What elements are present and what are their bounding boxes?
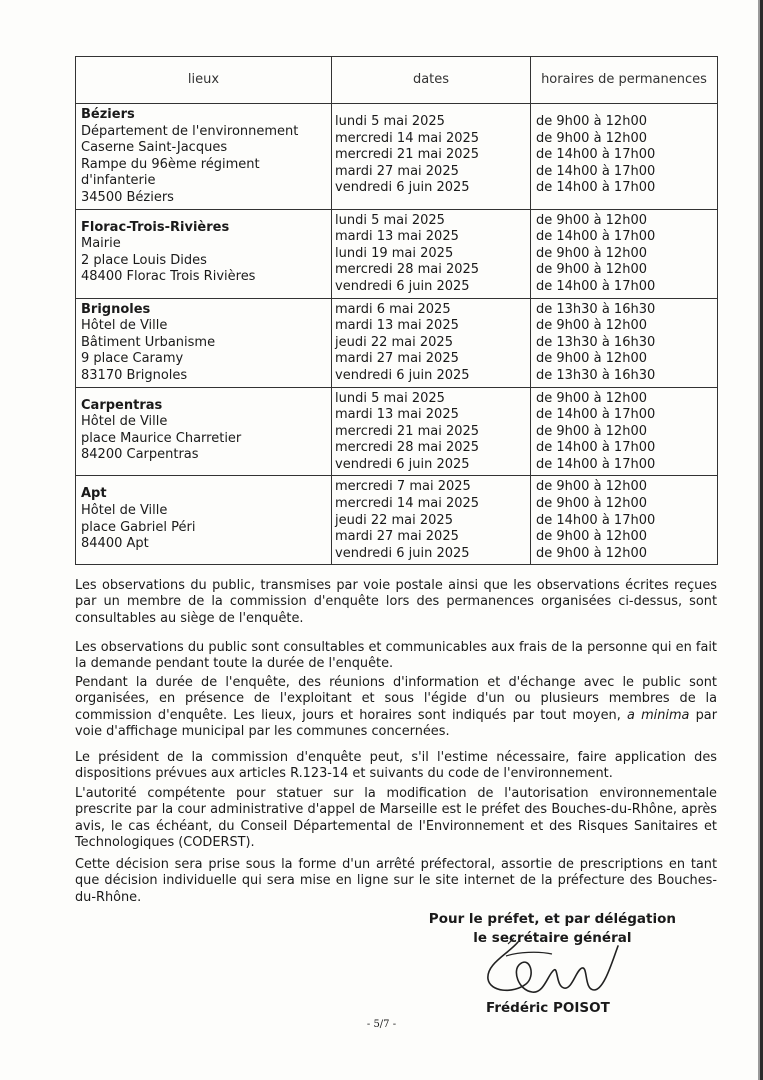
date-line: lundi 5 mai 2025	[335, 114, 445, 129]
address-line: Hôtel de Ville	[81, 318, 168, 334]
paragraph-decision: Cette décision sera prise sous la forme d'un arrêté préfectoral, assortie de prescriptions en tant que décision individuelle qui sera mise en ligne sur le site internet de la préfecture des Bouches-du-Rhône.	[75, 857, 717, 905]
table-header-row	[76, 57, 718, 104]
paragraph-reunions-end: par voie d'affichage municipal par les communes concernées.	[75, 707, 718, 739]
address-line: 83170 Brignoles	[81, 367, 188, 383]
paragraph-president: Le président de la commission d'enquête peut, s'il l'estime nécessaire, faire application des dispositions prévues aux articles R.123-14 et suivants du code de l'environnement.	[75, 750, 717, 782]
date-line: lundi 19 mai 2025	[335, 245, 454, 261]
lieu-cell	[76, 387, 332, 476]
lieu-cell	[76, 104, 332, 210]
address-line: place Gabriel Péri	[81, 519, 196, 535]
hours-line: de 9h00 à 12h00	[536, 318, 647, 334]
address-line: 84400 Apt	[81, 536, 149, 552]
address-line: place Maurice Charretier	[81, 430, 242, 446]
date-line: lundi 5 mai 2025	[335, 212, 445, 228]
hours-line: de 9h00 à 12h00	[536, 212, 647, 228]
lieu-cell	[76, 209, 332, 298]
address-line: Caserne Saint-Jacques	[81, 140, 228, 156]
header-lieux: lieux	[76, 57, 332, 104]
hours-cell	[531, 476, 718, 565]
hours-line: de 14h00 à 17h00	[536, 440, 656, 456]
date-line: mardi 13 mai 2025	[335, 407, 459, 423]
permanences-table	[75, 56, 718, 565]
table-row	[76, 209, 718, 298]
hours-line: de 14h00 à 17h00	[536, 407, 656, 423]
hours-line: de 9h00 à 12h00	[536, 351, 647, 367]
hours-cell	[531, 104, 718, 210]
date-line: mardi 6 mai 2025	[335, 301, 451, 317]
dates-cell	[332, 476, 531, 565]
date-line: mardi 13 mai 2025	[335, 229, 459, 245]
hours-line: de 14h00 à 17h00	[536, 180, 656, 196]
hours-line: de 13h30 à 16h30	[536, 367, 656, 383]
paragraph-reunions-text: Pendant la durée de l'enquête, des réunions d'information et d'échange avec le public sont organisées, en présence de l'exploitant et sous l'égide d'un ou plusieurs membres de la commission d'enquête. Les lieux, jours et horaires sont indiqués par tout moyen,	[75, 675, 717, 723]
date-line: mercredi 21 mai 2025	[335, 423, 480, 439]
dates-cell	[332, 209, 531, 298]
hours-line: de 9h00 à 12h00	[536, 262, 647, 278]
date-line: jeudi 22 mai 2025	[335, 512, 453, 528]
address-line: 84200 Carpentras	[81, 447, 199, 463]
date-line: vendredi 6 juin 2025	[335, 278, 470, 294]
hours-cell	[531, 298, 718, 387]
date-line: mercredi 28 mai 2025	[335, 262, 480, 278]
date-line: mardi 13 mai 2025	[335, 318, 459, 334]
paragraph-observations-consultables: Les observations du public, transmises par voie postale ainsi que les observations écrites reçues par un membre de la commission d'enquête lors des permanences organisées ci-dessus, sont consultables au siège de l'enquête.	[75, 578, 717, 626]
city-name: Florac-Trois-Rivières	[81, 219, 230, 235]
hours-cell	[531, 209, 718, 298]
hours-line: de 9h00 à 12h00	[536, 390, 647, 406]
date-line: mardi 27 mai 2025	[335, 163, 459, 179]
page-number: - 5/7 -	[366, 1019, 397, 1030]
address-line: 34500 Béziers	[81, 189, 174, 205]
hours-line: de 9h00 à 12h00	[536, 245, 647, 261]
hours-line: de 13h30 à 16h30	[536, 334, 656, 350]
date-line: mercredi 7 mai 2025	[335, 479, 471, 495]
hours-line: de 14h00 à 17h00	[536, 512, 656, 528]
signatory-name: Frédéric POISOT	[486, 1000, 610, 1016]
paragraph-reunions	[75, 675, 717, 740]
paragraph-reunions-italic: a minima	[627, 707, 690, 723]
table-row	[76, 387, 718, 476]
address-line: Bâtiment Urbanisme	[81, 334, 216, 350]
paragraph-autorite: L'autorité compétente pour statuer sur la modification de l'autorisation environnementale prescrite par la cour administrative d'appel de Marseille est le préfet des Bouches-du-Rhône, après avis, le cas échéant, du Conseil Départemental de l'Environnement et des Risques Sanitaires et Technologiques (CODERST).	[75, 786, 717, 850]
lieu-cell	[76, 298, 332, 387]
address-line: Rampe du 96ème régiment	[81, 156, 260, 172]
hours-line: de 14h00 à 17h00	[536, 278, 656, 294]
address-line: d'infanterie	[81, 173, 156, 189]
hours-line: de 14h00 à 17h00	[536, 229, 656, 245]
dates-cell	[332, 104, 531, 210]
hours-line: de 14h00 à 17h00	[536, 163, 656, 179]
table-row	[76, 298, 718, 387]
city-name: Béziers	[81, 107, 135, 122]
city-name: Carpentras	[81, 397, 163, 413]
date-line: jeudi 22 mai 2025	[335, 334, 453, 350]
table-row	[76, 476, 718, 565]
address-line: 2 place Louis Dides	[81, 252, 207, 268]
hours-line: de 14h00 à 17h00	[536, 456, 656, 472]
date-line: mardi 27 mai 2025	[335, 351, 459, 367]
handwritten-signature	[478, 934, 648, 1004]
date-line: mercredi 21 mai 2025	[335, 147, 480, 163]
lieu-cell	[76, 476, 332, 565]
date-line: lundi 5 mai 2025	[335, 390, 445, 406]
date-line: mercredi 28 mai 2025	[335, 440, 480, 456]
table-row	[76, 104, 718, 210]
date-line: vendredi 6 juin 2025	[335, 367, 470, 383]
date-line: vendredi 6 juin 2025	[335, 180, 470, 196]
address-line: Hôtel de Ville	[81, 503, 168, 519]
hours-line: de 14h00 à 17h00	[536, 147, 656, 163]
hours-line: de 9h00 à 12h00	[536, 545, 647, 561]
dates-cell	[332, 387, 531, 476]
hours-line: de 9h00 à 12h00	[536, 529, 647, 545]
scan-border-light	[758, 0, 760, 1080]
dates-cell	[332, 298, 531, 387]
hours-cell	[531, 387, 718, 476]
address-line: 48400 Florac Trois Rivières	[81, 269, 256, 285]
hours-line: de 9h00 à 12h00	[536, 114, 647, 129]
address-line: Hôtel de Ville	[81, 414, 168, 430]
date-line: vendredi 6 juin 2025	[335, 545, 470, 561]
signature-line-2: le secrétaire général	[473, 930, 632, 946]
paragraph-observations-communicables: Les observations du public sont consultables et communicables aux frais de la personne qui en fait la demande pendant toute la durée de l'enquête.	[75, 640, 717, 672]
hours-line: de 9h00 à 12h00	[536, 496, 647, 512]
hours-line: de 9h00 à 12h00	[536, 479, 647, 495]
hours-line: de 13h30 à 16h30	[536, 301, 656, 317]
date-line: mardi 27 mai 2025	[335, 529, 459, 545]
date-line: vendredi 6 juin 2025	[335, 456, 470, 472]
address-line: 9 place Caramy	[81, 351, 184, 367]
hours-line: de 9h00 à 12h00	[536, 423, 647, 439]
city-name: Apt	[81, 486, 107, 502]
date-line: mercredi 14 mai 2025	[335, 130, 480, 146]
address-line: Département de l'environnement	[81, 123, 299, 139]
city-name: Brignoles	[81, 301, 151, 317]
header-horaires: horaires de permanences	[531, 57, 718, 104]
hours-line: de 9h00 à 12h00	[536, 130, 647, 146]
header-dates: dates	[332, 57, 531, 104]
address-line: Mairie	[81, 236, 121, 252]
signature-line-1: Pour le préfet, et par délégation	[428, 911, 676, 927]
date-line: mercredi 14 mai 2025	[335, 496, 480, 512]
